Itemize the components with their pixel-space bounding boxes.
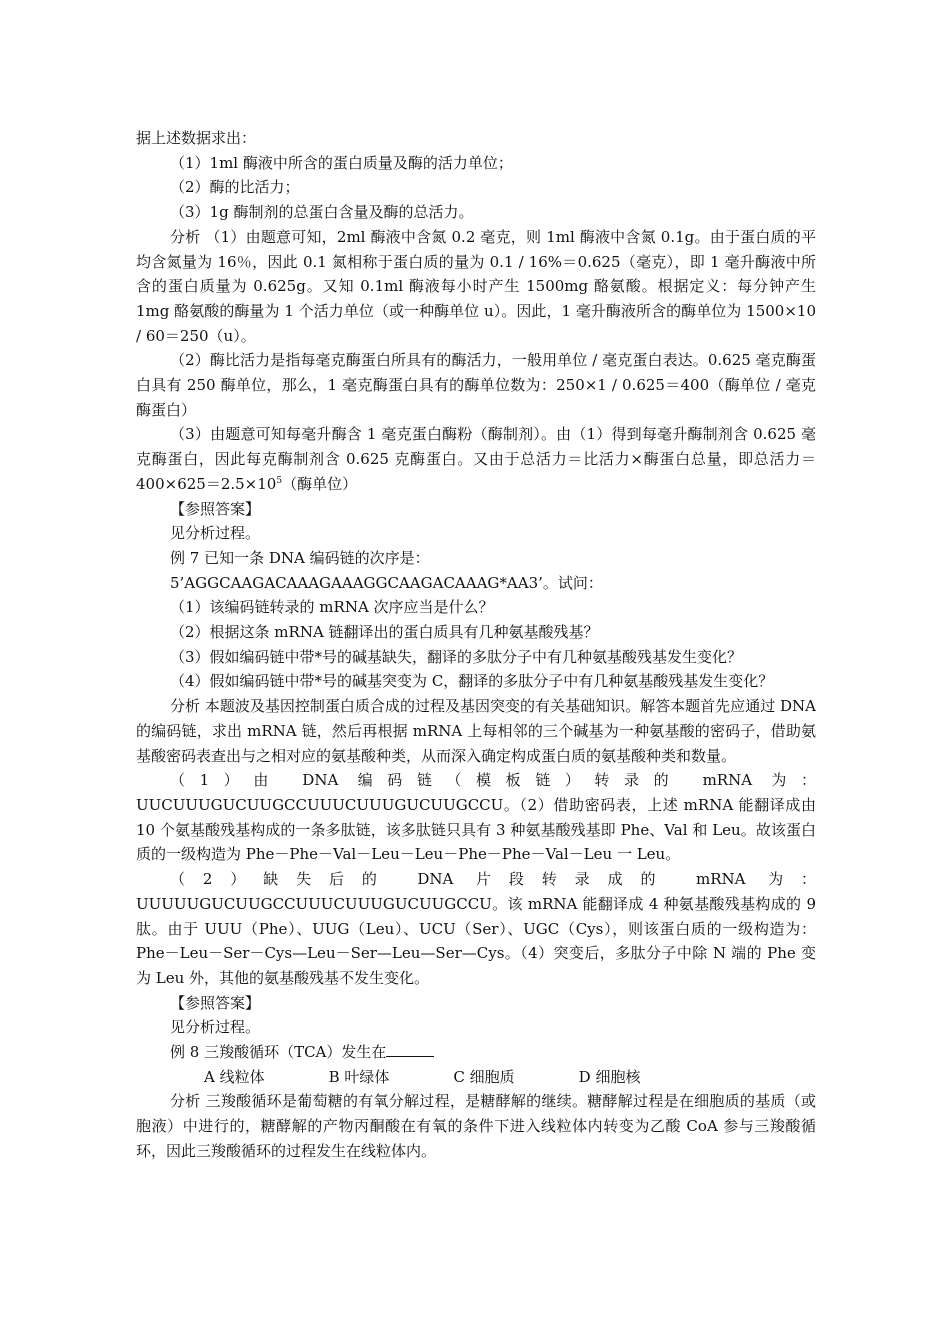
analysis-line: （2）缺失后的 DNA 片段转录成的 mRNA 为：	[170, 870, 816, 889]
exponent: 5	[276, 475, 283, 486]
analysis-text: （3）由题意可知每毫升酶含 1 毫克蛋白酶粉（酶制剂）。由（1）得到每毫升酶制剂含 0.625 毫克酶蛋白，因此每克酶制剂含 0.625 克酶蛋白。又由于总活力＝比活力×酶蛋白总量，即总活力＝400×625＝2.5×10	[136, 425, 816, 493]
options-row	[136, 1065, 816, 1090]
answer-heading: 【参照答案】	[170, 499, 261, 518]
analysis-line: （1）由 DNA 编码链（模板链）转录的 mRNA 为：	[170, 771, 816, 790]
answer-heading: 【参照答案】	[170, 993, 261, 1012]
option-b: B 叶绿体	[328, 1067, 390, 1086]
analysis-paragraph: 分析 （1）由题意可知，2ml 酶液中含氮 0.2 毫克，则 1ml 酶液中含氮 0.1g。由于蛋白质的平均含氮量为 16％，因此 0.1 氮相称于蛋白质的量为 0.1 / 16%＝0.625（毫克），即 1 毫升酶液中所含的蛋白质量为 0.625g。又知 0.1ml 酶液每小时产生 1500mg 酪氨酸。根据定义：每分钟产生 1mg 酪氨酸的酶量为 1 个活力单位（或一种酶单位 u）。因此，1 毫升酶液所含的酶单位为 1500×10 / 60＝250（u）。	[136, 227, 816, 345]
question-item: （2）酶的比活力；	[170, 178, 300, 197]
question-item: （1）该编码链转录的 mRNA 次序应当是什么？	[170, 598, 494, 617]
text-line: 据上述数据求出：	[136, 129, 257, 147]
question-item: （4）假如编码链中带*号的碱基突变为 C，翻译的多肽分子中有几种氨基酸残基发生变化？	[170, 672, 774, 691]
option-d: D 细胞核	[578, 1067, 641, 1086]
analysis-text: （酶单位）	[282, 474, 358, 493]
analysis-paragraph: 分析 三羧酸循环是葡萄糖的有氧分解过程，是糖酵解的继续。糖酵解过程是在细胞质的基质（或胞液）中进行的，糖酵解的产物丙酮酸在有氧的条件下进入线粒体内转变为乙酸 CoA 参与三羧酸循环，因此三羧酸循环的过程发生在线粒体内。	[136, 1092, 816, 1160]
example-text: 例 8 三羧酸循环（TCA）发生在	[170, 1043, 387, 1062]
question-item: （2）根据这条 mRNA 链翻译出的蛋白质具有几种氨基酸残基？	[170, 623, 599, 642]
answer-text: 见分析过程。	[170, 524, 261, 543]
analysis-paragraph: UUCUUUGUCUUGCCUUUCUUUGUCUUGCCU。（2）借助密码表，上述 mRNA 能翻译成由 10 个氨基酸残基构成的一条多肽链，该多肽链只具有 3 种氨基酸残基即 Phe、Val 和 Leu。故该蛋白质的一级构造为 Phe－Phe－Val－Leu－Leu－Phe－Phe－Val－Leu 一 Leu。	[136, 795, 816, 864]
question-item: （3）1g 酶制剂的总蛋白含量及酶的总活力。	[170, 203, 474, 222]
option-a: A 线粒体	[204, 1067, 265, 1086]
dna-sequence: 5’AGGCAAGACAAAGAAAGGCAAGACAAAG*AA3’。试问：	[170, 573, 603, 592]
analysis-paragraph: 分析 本题波及基因控制蛋白质合成的过程及基因突变的有关基础知识。解答本题首先应通过 DNA 的编码链，求出 mRNA 链，然后再根据 mRNA 上每相邻的三个碱基为一种氨基酸的密码子，借助氨基酸密码表查出与之相对应的氨基酸种类，从而深入确定构成蛋白质的氨基酸种类和数量。	[136, 697, 816, 765]
example-title	[136, 1040, 816, 1065]
question-item: （3）假如编码链中带*号的碱基缺失，翻译的多肽分子中有几种氨基酸残基发生变化？	[170, 647, 743, 666]
question-item: （1）1ml 酶液中所含的蛋白质量及酶的活力单位；	[170, 153, 513, 172]
analysis-paragraph	[136, 422, 816, 496]
document-page	[136, 126, 816, 1164]
answer-text: 见分析过程。	[170, 1018, 261, 1037]
option-c: C 细胞质	[453, 1067, 515, 1086]
analysis-paragraph: UUUUUGUCUUGCCUUUCUUUGUCUUGCCU。该 mRNA 能翻译成 4 种氨基酸残基构成的 9 肽。由于 UUU（Phe）、UUG（Leu）、UCU（Ser）、UGC（Cys），则该蛋白质的一级构造为：Phe－Leu－Ser－Cys—Leu－Ser—Leu—Ser—Cys。（4）突变后，多肽分子中除 N 端的 Phe 变为 Leu 外，其他的氨基酸残基不发生变化。	[136, 894, 816, 987]
example-title: 例 7 已知一条 DNA 编码链的次序是：	[170, 548, 430, 567]
answer-blank	[386, 1042, 434, 1057]
analysis-paragraph: （2）酶比活力是指每毫克酶蛋白所具有的酶活力，一般用单位 / 毫克蛋白表达。0.625 毫克酶蛋白具有 250 酶单位，那么，1 毫克酶蛋白具有的酶单位数为：250×1 / 0.625＝400（酶单位 / 毫克酶蛋白）	[136, 351, 816, 419]
